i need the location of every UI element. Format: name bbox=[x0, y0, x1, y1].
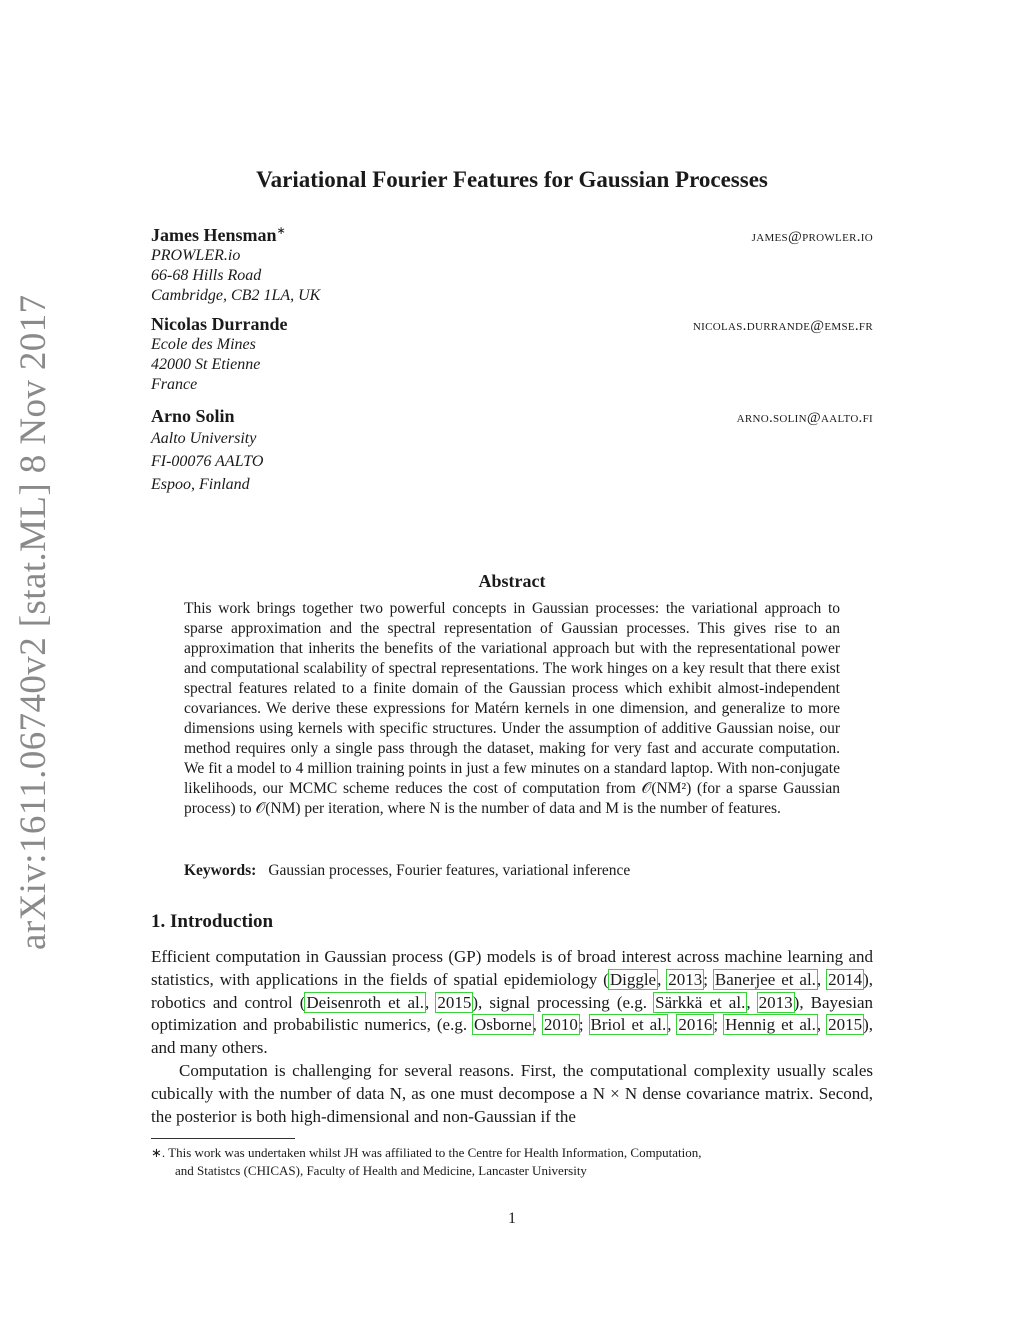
arxiv-identifier: arXiv:1611.06740v2 [stat.ML] 8 Nov 2017 bbox=[13, 294, 54, 950]
author-affiliation: Espoo, Finland bbox=[151, 476, 250, 493]
footnote bbox=[151, 1144, 873, 1180]
author-affiliation: 42000 St Etienne bbox=[151, 356, 261, 373]
paragraph bbox=[151, 946, 873, 1060]
author-email[interactable]: nicolas.durrande@emse.fr bbox=[692, 318, 873, 334]
keywords-line bbox=[184, 861, 840, 881]
keywords-list: Gaussian processes, Fourier features, variational inference bbox=[268, 862, 631, 879]
author-affiliation: Cambridge, CB2 1LA, UK bbox=[151, 287, 321, 304]
citation-link[interactable]: 2013 bbox=[668, 969, 703, 989]
paragraph-text: ), and many others. bbox=[151, 1015, 874, 1058]
paper-title: Variational Fourier Features for Gaussian Processes bbox=[256, 167, 768, 192]
citation-link[interactable]: 2015 bbox=[828, 1015, 863, 1035]
author-name: Nicolas Durrande bbox=[151, 314, 288, 334]
citation-link[interactable]: Banerjee et al. bbox=[714, 969, 816, 989]
page-number: 1 bbox=[508, 1210, 516, 1227]
citation-link[interactable]: Deisenroth et al. bbox=[306, 992, 424, 1012]
citation-link[interactable]: 2016 bbox=[678, 1015, 713, 1035]
citation-link[interactable]: Diggle bbox=[609, 969, 657, 989]
citation-link[interactable]: Osborne bbox=[474, 1015, 532, 1035]
author-name: James Hensman∗ bbox=[151, 225, 286, 245]
paragraph-text: ; bbox=[578, 1015, 590, 1035]
abstract-heading: Abstract bbox=[478, 571, 546, 591]
author-affiliation: France bbox=[151, 376, 198, 393]
author-email[interactable]: james@prowler.io bbox=[751, 229, 873, 245]
citation-link[interactable]: Hennig et al. bbox=[725, 1015, 816, 1035]
citation-link[interactable]: 2014 bbox=[828, 969, 863, 989]
author-affiliation: 66-68 Hills Road bbox=[151, 267, 262, 284]
author-affiliation: PROWLER.io bbox=[151, 247, 241, 264]
author-block bbox=[151, 406, 873, 496]
paragraph-text: , bbox=[657, 969, 668, 989]
footnote-mark: ∗. bbox=[151, 1145, 166, 1160]
footnote-rule bbox=[151, 1138, 295, 1139]
author-affiliation: FI-00076 AALTO bbox=[151, 453, 264, 470]
author-affiliation: Ecole des Mines bbox=[151, 336, 256, 353]
author-email[interactable]: arno.solin@aalto.fi bbox=[736, 410, 873, 426]
paragraph-text: , bbox=[746, 992, 758, 1012]
author-affiliation: Aalto University bbox=[151, 430, 257, 447]
paragraph-text: Efficient computation in Gaussian process (GP) models is of broad interest across machine learning and statistics, with applications in the fields of spatial epidemiology ( bbox=[151, 947, 873, 989]
footnote-text: and Statistcs (CHICAS), Faculty of Health and Medicine, Lancaster University bbox=[175, 1163, 587, 1178]
section-body bbox=[151, 946, 873, 1128]
citation-link[interactable]: 2013 bbox=[758, 992, 793, 1012]
citation-link[interactable]: 2015 bbox=[437, 992, 472, 1012]
author-name: Arno Solin bbox=[151, 406, 235, 426]
paragraph-text: , bbox=[424, 992, 437, 1012]
paragraph-text: , bbox=[667, 1015, 678, 1035]
footnote-text: This work was undertaken whilst JH was affiliated to the Centre for Health Information, Computation, bbox=[168, 1145, 702, 1160]
citation-link[interactable]: Särkkä et al. bbox=[655, 992, 746, 1012]
section-heading: 1. Introduction bbox=[151, 911, 274, 932]
citation-link[interactable]: Briol et al. bbox=[590, 1015, 667, 1035]
author-block bbox=[151, 224, 873, 306]
author-block bbox=[151, 314, 873, 395]
paragraph-text: ; bbox=[703, 969, 714, 989]
paragraph-text: , bbox=[816, 969, 828, 989]
citation-link[interactable]: 2010 bbox=[543, 1015, 578, 1035]
paragraph-text: ), signal processing (e.g. bbox=[472, 992, 655, 1012]
keywords-label: Keywords: bbox=[184, 862, 257, 879]
abstract-text: This work brings together two powerful concepts in Gaussian processes: the variational approach to sparse approximation and the spectral representation of Gaussian processes. This gives rise to an approximation that inherits the benefits of the variational approach but with the representational power and computational scalability of spectral representations. The work hinges on a key result that there exist spectral features related to a finite domain of the Gaussian process which exhibit almost-independent covariances. We derive these expressions for Matérn kernels in one dimension, and generalize to more dimensions using kernels with specific structures. Under the assumption of additive Gaussian noise, our method requires only a single pass through the dataset, making for very fast and accurate computation. We fit a model to 4 million training points in just a few minutes on a standard laptop. With non-conjugate likelihoods, our MCMC scheme reduces the cost of computation from 𝒪(NM²) (for a sparse Gaussian process) to 𝒪(NM) per iteration, where N is the number of data and M is the number of features. bbox=[184, 600, 840, 817]
paragraph-text: ), robotics and control ( bbox=[151, 969, 874, 1012]
paragraph-text: ; bbox=[713, 1015, 725, 1035]
paragraph: Computation is challenging for several reasons. First, the computational complexity usually scales cubically with the number of data N, as one must decompose a N × N dense covariance matrix. Second, the posterior is both high-dimensional and non-Gaussian if the bbox=[151, 1060, 873, 1126]
paragraph-text: , bbox=[816, 1015, 828, 1035]
paragraph-text: , bbox=[532, 1015, 543, 1035]
paragraph-text: ), Bayesian optimization and probabilistic numerics, (e.g. bbox=[151, 992, 873, 1035]
